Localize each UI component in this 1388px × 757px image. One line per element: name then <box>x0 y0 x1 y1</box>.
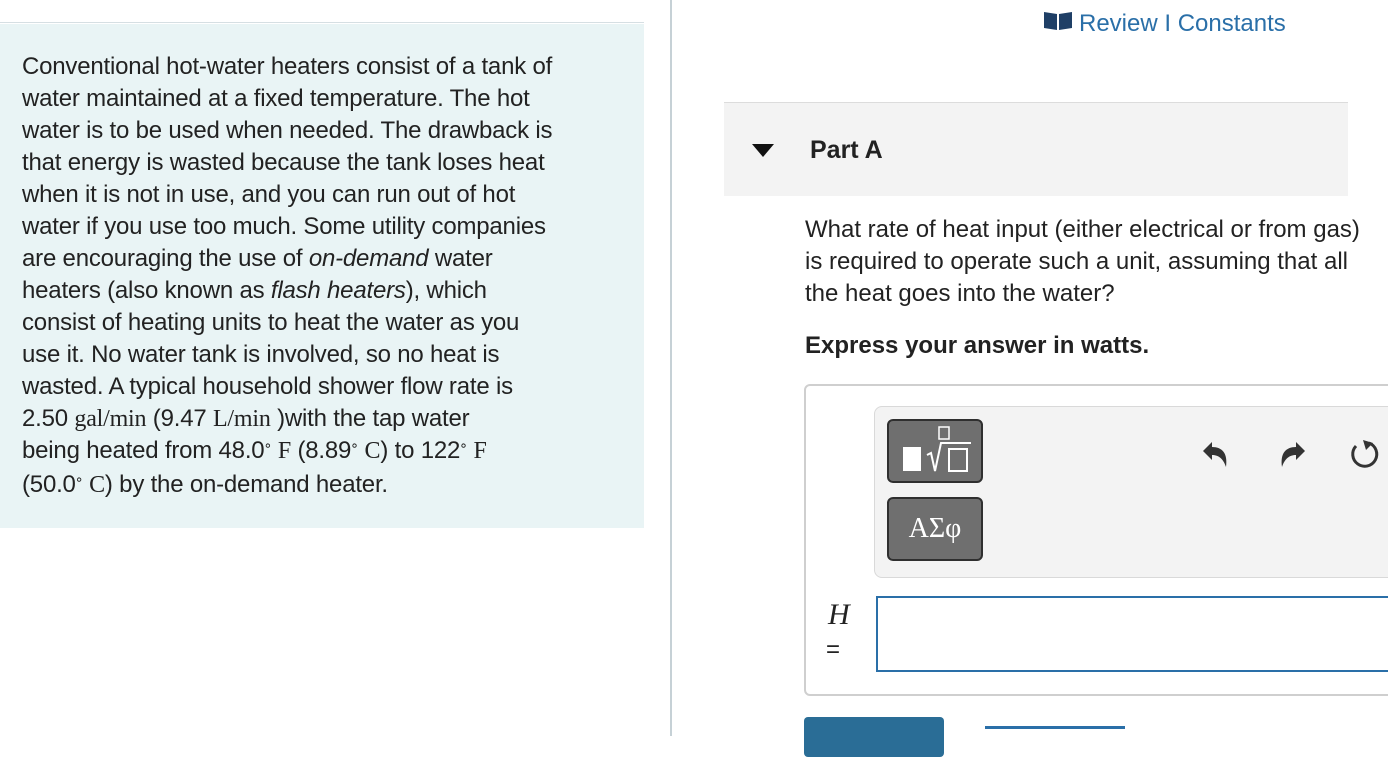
problem-line <box>22 115 634 147</box>
problem-text-segment: are encouraging the use of <box>22 245 309 272</box>
equals-sign: = <box>826 636 841 663</box>
degree-symbol: ∘ <box>263 437 273 453</box>
symbols-button[interactable]: ΑΣφ <box>887 497 983 561</box>
problem-line <box>22 371 634 403</box>
problem-text-segment: ) by the on-demand heater. <box>104 471 388 498</box>
math-expression: F <box>272 438 291 464</box>
problem-line <box>22 83 634 115</box>
problem-text-segment: when it is not in use, and you can run out of hot <box>22 181 516 208</box>
panel-top-rule <box>0 22 644 23</box>
problem-line <box>22 339 634 371</box>
part-a-header[interactable] <box>724 102 1348 196</box>
problem-text <box>22 51 634 503</box>
problem-text-segment: (9.47 <box>146 405 213 432</box>
degree-symbol: ∘ <box>74 471 84 487</box>
problem-text-segment: (50.0 <box>22 471 76 498</box>
problem-text-segment: being heated from 48.0 <box>22 437 265 464</box>
answer-input[interactable] <box>876 596 1388 672</box>
problem-line <box>22 307 634 339</box>
problem-text-segment: )with the tap water <box>270 405 470 432</box>
math-toolbar <box>874 406 1388 578</box>
problem-line <box>22 147 634 179</box>
submit-button[interactable] <box>804 717 944 757</box>
problem-line <box>22 469 634 503</box>
problem-text-segment: wasted. A typical household shower flow rate is <box>22 373 513 400</box>
degree-symbol: ∘ <box>350 437 359 453</box>
problem-text-segment: flash heaters <box>270 277 406 304</box>
math-expression: L/min <box>212 406 271 432</box>
redo-icon[interactable] <box>1275 437 1309 471</box>
undo-icon[interactable] <box>1199 437 1233 471</box>
book-icon <box>1043 9 1073 37</box>
math-expression: gal/min <box>74 406 147 432</box>
problem-text-segment: water if you use too much. Some utility companies <box>22 213 546 240</box>
templates-button[interactable] <box>887 419 983 483</box>
problem-text-segment: water maintained at a fixed temperature. The hot <box>22 85 530 112</box>
problem-text-segment: (8.89 <box>290 437 352 464</box>
answer-variable-label: H <box>828 598 850 631</box>
math-expression: F <box>467 438 487 464</box>
part-title: Part A <box>810 136 883 164</box>
problem-text-segment: ) to 122 <box>380 437 461 464</box>
problem-text-segment: Conventional hot-water heaters consist of a tank of <box>22 53 553 80</box>
column-divider <box>670 0 672 736</box>
templates-icon <box>889 421 981 481</box>
problem-text-segment: that energy is wasted because the tank loses heat <box>22 149 545 176</box>
math-expression: C <box>358 438 381 464</box>
problem-line <box>22 179 634 211</box>
constants-link[interactable]: Constants <box>1177 10 1286 37</box>
problem-text-segment: water is to be used when needed. The drawback is <box>22 117 553 144</box>
question-text: What rate of heat input (either electrical or from gas) is required to operate such a unit, assuming that all the heat goes into the water? <box>805 216 1360 307</box>
problem-line <box>22 435 634 469</box>
problem-text-segment: water <box>428 245 493 272</box>
problem-line <box>22 403 634 435</box>
review-link[interactable]: Review <box>1079 10 1158 37</box>
problem-text-segment: use it. No water tank is involved, so no heat is <box>22 341 500 368</box>
problem-line <box>22 51 634 83</box>
problem-line <box>22 275 634 307</box>
problem-text-segment: ), which <box>405 277 487 304</box>
problem-text-segment: consist of heating units to heat the water as you <box>22 309 520 336</box>
problem-line <box>22 243 634 275</box>
math-expression: C <box>83 472 105 498</box>
problem-text-segment: 2.50 <box>22 405 75 432</box>
header-separator: I <box>1164 10 1172 37</box>
request-answer-link[interactable] <box>985 726 1125 733</box>
problem-line <box>22 211 634 243</box>
problem-statement-panel <box>0 24 644 528</box>
answer-instruction: Express your answer in watts. <box>805 332 1150 359</box>
caret-down-icon[interactable] <box>752 144 774 157</box>
problem-text-segment: heaters (also known as <box>22 277 271 304</box>
problem-text-segment: on-demand <box>308 245 429 272</box>
degree-symbol: ∘ <box>459 437 468 453</box>
reset-icon[interactable] <box>1347 437 1381 471</box>
header-links <box>1043 10 1286 39</box>
